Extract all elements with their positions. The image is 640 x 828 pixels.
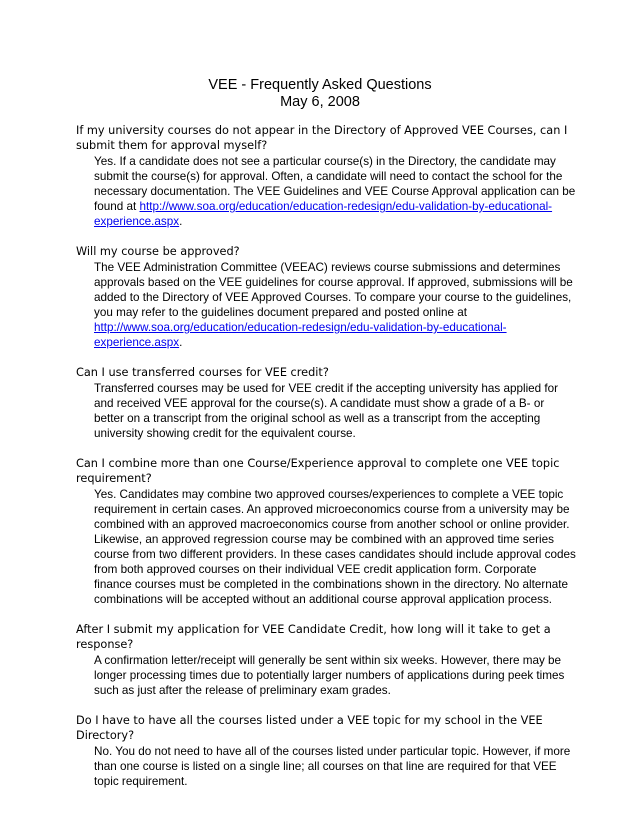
document-title: VEE - Frequently Asked Questions: [208, 77, 432, 93]
faq-answer: [94, 487, 576, 607]
document-date: May 6, 2008: [280, 94, 360, 110]
faq-answer-end: .: [179, 336, 183, 349]
faq-answer-text: The VEE Administration Committee (VEEAC) reviews course submissions and determines approvals based on the VEE guidelines for course approval. If approved, submissions will be added to the Directory of VEE Approved Courses. To compare your course to the guidelines, you may refer to the guidelines document prepared and posted online at: [94, 261, 573, 319]
faq-question: If my university courses do not appear in the Directory of Approved VEE Courses, can I submit them for approval myself?: [76, 124, 568, 152]
faq-question: After I submit my application for VEE Candidate Credit, how long will it take to get a response?: [76, 623, 551, 651]
faq-item: [76, 123, 576, 229]
guidelines-link[interactable]: http://www.soa.org/education/education-redesign/edu-validation-by-educational-experience.aspx: [94, 200, 553, 228]
faq-question: Can I use transferred courses for VEE credit?: [76, 366, 329, 379]
faq-answer-text: A confirmation letter/receipt will generally be sent within six weeks. However, there may be longer processing times due to potentially larger numbers of applications during peek times such as just after the release of preliminary exam grades.: [94, 654, 565, 697]
faq-answer-text: No. You do not need to have all of the courses listed under particular topic. However, if more than one course is listed on a single line; all courses on that line are required for that VEE topic requirement.: [94, 745, 571, 788]
faq-question: Can I combine more than one Course/Experience approval to complete one VEE topic requirement?: [76, 457, 560, 485]
faq-item: [76, 244, 576, 350]
guidelines-link[interactable]: http://www.soa.org/education/education-redesign/edu-validation-by-educational-experience.aspx: [94, 321, 507, 349]
faq-answer: [94, 653, 576, 698]
faq-question: Will my course be approved?: [76, 245, 240, 258]
faq-answer-end: .: [179, 215, 183, 228]
document-header: [0, 77, 640, 111]
faq-item: [76, 622, 576, 698]
faq-answer: [94, 744, 576, 789]
faq-answer-text: Transferred courses may be used for VEE credit if the accepting university has applied for and received VEE approval for the course(s). A candidate must show a grade of a B- or better on a transcript from the original school as well as a transcript from the accepting university showing credit for the equivalent course.: [94, 382, 559, 440]
faq-answer-text: Yes. Candidates may combine two approved courses/experiences to complete a VEE topic requirement in certain cases. An approved microeconomics course from a university may be combined with an approved macroeconomics course from another school or online provider. Likewise, an approved regression course may be combined with an approved time series course from two different providers. In these cases candidates should include approval codes from both approved courses on their individual VEE credit application form. Corporate finance courses must be completed in the combinations shown in the directory. No alternate combinations will be accepted without an additional course approval application process.: [94, 488, 576, 606]
faq-answer: [94, 260, 576, 350]
faq-answer-text: Yes. If a candidate does not see a particular course(s) in the Directory, the candidate may submit the course(s) for approval. Often, a candidate will need to contact the school for the necessary documentation. The VEE Guidelines and VEE Course Approval application can be found at: [94, 155, 576, 213]
faq-answer: [94, 381, 576, 441]
faq-item: [76, 365, 576, 441]
faq-question: Do I have to have all the courses listed under a VEE topic for my school in the VEE Directory?: [76, 714, 543, 742]
faq-item: [76, 713, 576, 789]
faq-list: [76, 123, 576, 804]
faq-answer: [94, 154, 576, 229]
faq-item: [76, 456, 576, 607]
